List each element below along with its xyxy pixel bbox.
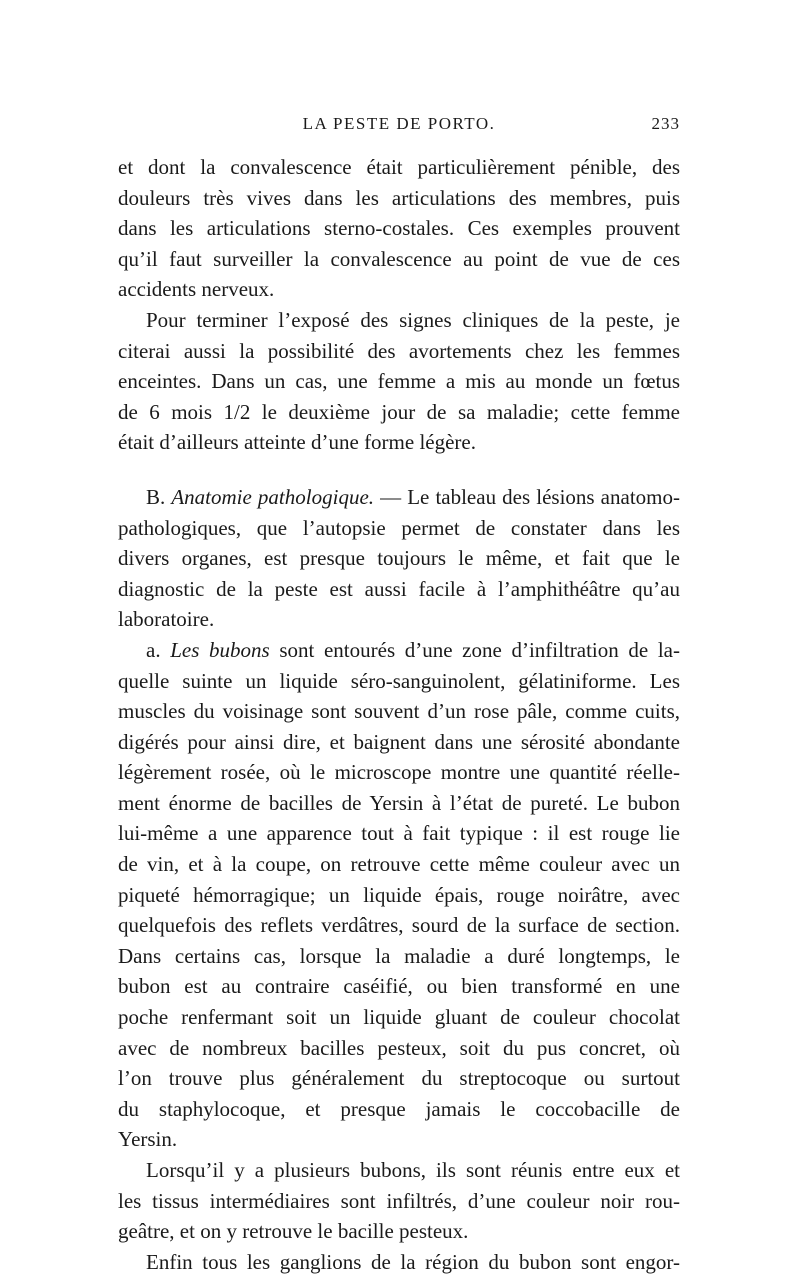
- text-line: [118, 635, 680, 666]
- page-number: 233: [651, 114, 680, 133]
- paragraph: [118, 305, 680, 458]
- text-line: lui-même a une apparence tout à fait typique : il est rouge lie: [118, 821, 680, 846]
- text-line: avec de nombreux bacilles pesteux, soit du pus concret, où: [118, 1035, 680, 1060]
- text-line: qu’il faut surveiller la convalescence au point de vue de ces: [118, 246, 680, 271]
- subsection-label: a.: [146, 637, 161, 662]
- text-line: était d’ailleurs atteinte d’une forme légère.: [118, 430, 476, 455]
- paragraph: [118, 1155, 680, 1247]
- text-line: laboratoire.: [118, 607, 215, 632]
- text-line: muscles du voisinage sont souvent d’un rose pâle, comme cuits,: [118, 699, 680, 724]
- text-line: bubon est au contraire caséifié, ou bien transformé en une: [118, 974, 680, 999]
- text-line: légèrement rosée, où le microscope montre une quantité réelle-: [118, 760, 680, 785]
- text-line: piqueté hémorragique; un liquide épais, rouge noirâtre, avec: [118, 882, 680, 907]
- text-line: Enfin tous les ganglions de la région du bubon sont engor-: [146, 1249, 680, 1274]
- text-line: Yersin.: [118, 1127, 178, 1152]
- text-line: digérés pour ainsi dire, et baignent dans une sérosité abondante: [118, 729, 680, 754]
- text-line: diagnostic de la peste est aussi facile à l’amphithéâtre qu’au: [118, 576, 680, 601]
- text-line: ment énorme de bacilles de Yersin à l’état de pureté. Le bubon: [118, 790, 680, 815]
- section-text: — Le tableau des lésions anatomo-: [374, 484, 680, 509]
- running-head: [118, 110, 680, 140]
- text-line: geâtre, et on y retrouve le bacille pesteux.: [118, 1219, 469, 1244]
- text-line: citerai aussi la possibilité des avortements chez les femmes: [118, 338, 680, 363]
- section-heading: Anatomie pathologique.: [171, 484, 375, 509]
- text-line: Pour terminer l’exposé des signes cliniques de la peste, je: [146, 307, 680, 332]
- text-line: quelquefois des reflets verdâtres, sourd de la surface de section.: [118, 913, 680, 938]
- text-line: douleurs très vives dans les articulations des membres, puis: [118, 185, 680, 210]
- text-line: [118, 482, 680, 513]
- paragraph: [118, 1247, 680, 1277]
- text-line: Lorsqu’il y a plusieurs bubons, ils sont réunis entre eux et: [146, 1158, 680, 1182]
- text-line: poche renfermant soit un liquide gluant de couleur chocolat: [118, 1005, 680, 1030]
- subsection-text: sont entourés d’une zone d’infiltration de la-: [269, 637, 680, 662]
- section-b: [118, 482, 680, 635]
- text-line: Dans certains cas, lorsque la maladie a duré longtemps, le: [118, 943, 680, 968]
- paragraph: [118, 152, 680, 305]
- section-gap: [118, 458, 680, 482]
- text-line: divers organes, est presque toujours le même, et fait que le: [118, 546, 680, 571]
- text-line: dans les articulations sterno-costales. Ces exemples prouvent: [118, 216, 680, 241]
- running-title: LA PESTE DE PORTO.: [302, 114, 496, 133]
- section-label: B.: [146, 484, 166, 509]
- text-line: pathologiques, que l’autopsie permet de constater dans les: [118, 515, 680, 540]
- text-line: les tissus intermédiaires sont infiltrés, d’une couleur noir rou-: [118, 1188, 680, 1213]
- section-a: [118, 635, 680, 1155]
- text-line: quelle suinte un liquide séro-sanguinolent, gélatiniforme. Les: [118, 668, 680, 693]
- text-line: accidents nerveux.: [118, 277, 275, 302]
- text-line: et dont la convalescence était particulièrement pénible, des: [118, 155, 680, 179]
- text-line: de 6 mois 1/2 le deuxième jour de sa maladie; cette femme: [118, 399, 680, 424]
- body-text: [118, 152, 680, 1277]
- subsection-heading: Les bubons: [170, 637, 270, 662]
- text-line: enceintes. Dans un cas, une femme a mis au monde un fœtus: [118, 369, 680, 394]
- text-line: l’on trouve plus généralement du streptocoque ou surtout: [118, 1066, 680, 1091]
- text-line: de vin, et à la coupe, on retrouve cette même couleur avec un: [118, 852, 680, 877]
- text-line: du staphylocoque, et presque jamais le coccobacille de: [118, 1096, 680, 1121]
- book-page: [118, 110, 680, 1277]
